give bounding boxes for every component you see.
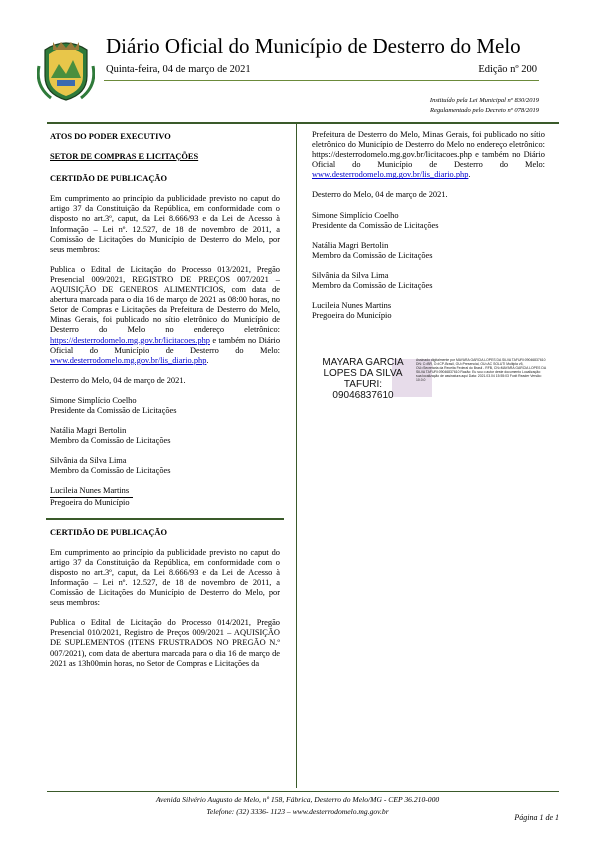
signer-name-line: MAYARA GARCIA [322,357,404,368]
section-heading-procurement: SETOR DE COMPRAS E LICITAÇÕES [50,152,199,162]
signature-block [312,241,545,261]
signatory-name: Natália Magri Bertolin [312,240,389,250]
signer-id: 09046837610 [332,390,394,401]
gazette-link[interactable]: www.desterrodomelo.mg.gov.br/lis_diario.php [50,355,207,365]
publication-date: Quinta-feira, 04 de março de 2021 [106,64,251,75]
right-column [312,130,545,321]
signatory-name: Silvânia da Silva Lima [50,456,127,466]
digital-signature-details: Assinado digitalmente por MAYARA GARCIA LOPES DA SILVA TAFURI:09046837610 DN: C=BR, O=ICP-Brasil, OU=Presencial, OU=AC SOLUTI Multipla v5, OU=Secretaria da Receita Federal do Brasil - RFB, CN=MAYARA GARCIA LOPES DA SILVA TAFURI:09046837610 Razão: Eu sou o autor deste documento Localização: sua localização de assinatura aqui Data: 2021.03.04 15:55:03 Foxit Reader Versão: 10.0.0 [416,358,546,383]
section-heading-executive: ATOS DO PODER EXECUTIVO [50,132,171,141]
edition-number: Edição nº 200 [478,64,537,75]
newspaper-title: Diário Oficial do Município de Desterro do Melo [106,34,521,58]
footer-address: Avenida Silvério Augusto de Melo, nº 158, Fábrica, Desterro do Melo/MG - CEP 36.210-000 [155,795,440,804]
signatory-name: Simone Simplício Coelho [50,395,137,405]
signatory-role: Membro da Comissão de Licitações [50,466,171,476]
certificate-intro-paragraph: Em cumprimento ao princípio da publicidade previsto no caput do artigo 37 da Constituição da República, em conformidade com o disposto no art.3º, caput, da Lei 8.666/93 e da Lei de Acesso à Informação – Lei nº. 12.527, de 18 de novembro de 2011, a Comissão de Licitações do Município de Desterro do Melo, por seus membros: [50,194,280,254]
signatory-role: Presidente da Comissão de Licitações [50,405,177,415]
place-date: Desterro do Melo, 04 de março de 2021. [50,375,186,385]
procurement-link[interactable]: https://desterrodomelo.mg.gov.br/licitacoes.php [50,335,210,345]
signatory-role: Pregoeira do Município [312,311,392,321]
institution-law: Instituído pela Lei Municipal nº 830/2019 [429,97,539,104]
signatory-role: Membro da Comissão de Licitações [312,250,433,260]
signature-block [50,426,280,446]
page-number: Página 1 de 1 [514,813,559,822]
signature-block [312,301,545,321]
certificate-title: CERTIDÃO DE PUBLICAÇÃO [50,527,167,537]
signature-block [312,211,545,231]
signature-block [50,396,280,416]
certificate-notice-paragraph: Publica o Edital de Licitação do Processo 014/2021, Pregão Presencial 010/2021, Registro de Preços 009/2021 – AQUISIÇÃO DE SUPLEMENTOS (ITENS FRUSTRADOS NO PREGÃO N.º 007/2021), com data de abertura marcada para o dia 16 de março de 2021 as 13h00min horas, no Setor de Compras e Licitações da [50,618,280,668]
certificate-notice-paragraph: Publica o Edital de Licitação do Processo 013/2021, Pregão Presencial 009/2021, REGISTRO DE PREÇOS 007/2021 – AQUISIÇÃO DE GENEROS ALIMENTICIOS, com data de abertura marcada para o dia 16 de março de 2021 as 08:00 horas, no Setor de Compras e Licitações da Prefeitura de Desterro do Melo, Minas Gerais, foi publicado no sítio eletrônico do Município de Desterro do Melo no endereço eletrônico: https://desterrodomelo.mg.gov.br/licitacoes.php e também no Diário Oficial do Município de Desterro do Melo: www.desterrodomelo.mg.gov.br/lis_diario.php. [50,264,281,365]
signatory-name: Lucileia Nunes Martins [50,486,133,497]
municipal-crest-logo [37,36,95,102]
header-divider [104,80,539,81]
signature-block [50,486,280,507]
notice-mid-text: e também no Diário Oficial do Município de Desterro do Melo: [50,335,281,355]
footer-divider [47,791,559,792]
continued-notice-paragraph: Prefeitura de Desterro do Melo, Minas Gerais, foi publicado no sítio eletrônico do Município de Desterro do Melo no endereço eletrônico: https://desterrodomelo.mg.gov.br/licitacoes.php e também no Diário Oficial do Município de Desterro do Melo: www.desterrodomelo.mg.gov.br/lis_diario.php. [312,130,545,180]
digital-signature-stamp[interactable] [312,357,547,401]
certificate-title: CERTIDÃO DE PUBLICAÇÃO [50,174,167,184]
signatory-role: Membro da Comissão de Licitações [312,281,433,291]
signature-block [50,456,280,476]
signatory-role: Presidente da Comissão de Licitações [312,220,439,230]
footer-contact: Telefone: (32) 3336- 1123 – www.desterrodomelo.mg.gov.br [206,807,389,816]
gazette-link[interactable]: www.desterrodomelo.mg.gov.br/lis_diario.php [312,170,469,180]
notice-text: Publica o Edital de Licitação do Processo 013/2021, Pregão Presencial 009/2021, REGISTRO DE PREÇOS 007/2021 – AQUISIÇÃO DE GENEROS ALIMENTICIOS, com data de abertura marcada para o dia 16 de março de 2021 as 08:00 horas, no Setor de Compras e Licitações da Prefeitura de Desterro do Melo, Minas Gerais, foi publicado no sítio eletrônico do Município de Desterro do Melo no endereço eletrônico: [50,264,280,335]
section-divider [46,518,284,520]
place-date: Desterro do Melo, 04 de março de 2021. [312,190,448,200]
signatory-name: Simone Simplício Coelho [312,210,399,220]
notice-text: Prefeitura de Desterro do Melo, Minas Gerais, foi publicado no sítio eletrônico do Município de Desterro do Melo no endereço eletrônico: https://desterrodomelo.mg.gov.br/licitacoes.php e também no Diário Oficial do Município de Desterro do Melo: [312,130,545,170]
column-divider [296,124,297,788]
signatory-role: Pregoeira do Município [50,497,130,507]
signatory-name: Silvânia da Silva Lima [312,270,389,280]
regulation-decree: Regulamentado pelo Decreto nº 078/2019 [429,107,539,114]
signer-name-line: TAFURI: [343,379,383,390]
signer-name-line: LOPES DA SILVA [323,368,403,379]
columns-top-divider [47,122,559,124]
certificate-intro-paragraph: Em cumprimento ao princípio da publicidade previsto no caput do artigo 37 da Constituição da República, em conformidade com o disposto no art.3º, caput, da Lei 8.666/93 e da Lei de Acesso à Informação – Lei nº. 12.527, de 18 de novembro de 2011, a Comissão de Licitações do Município de Desterro do Melo, por seus membros: [50,547,280,608]
signatory-name: Natália Magri Bertolin [50,426,127,436]
signature-block [312,271,545,291]
left-column [50,132,280,679]
digital-signature-name [312,357,414,401]
signatory-role: Membro da Comissão de Licitações [50,436,171,446]
signatory-name: Lucileia Nunes Martins [312,301,392,311]
